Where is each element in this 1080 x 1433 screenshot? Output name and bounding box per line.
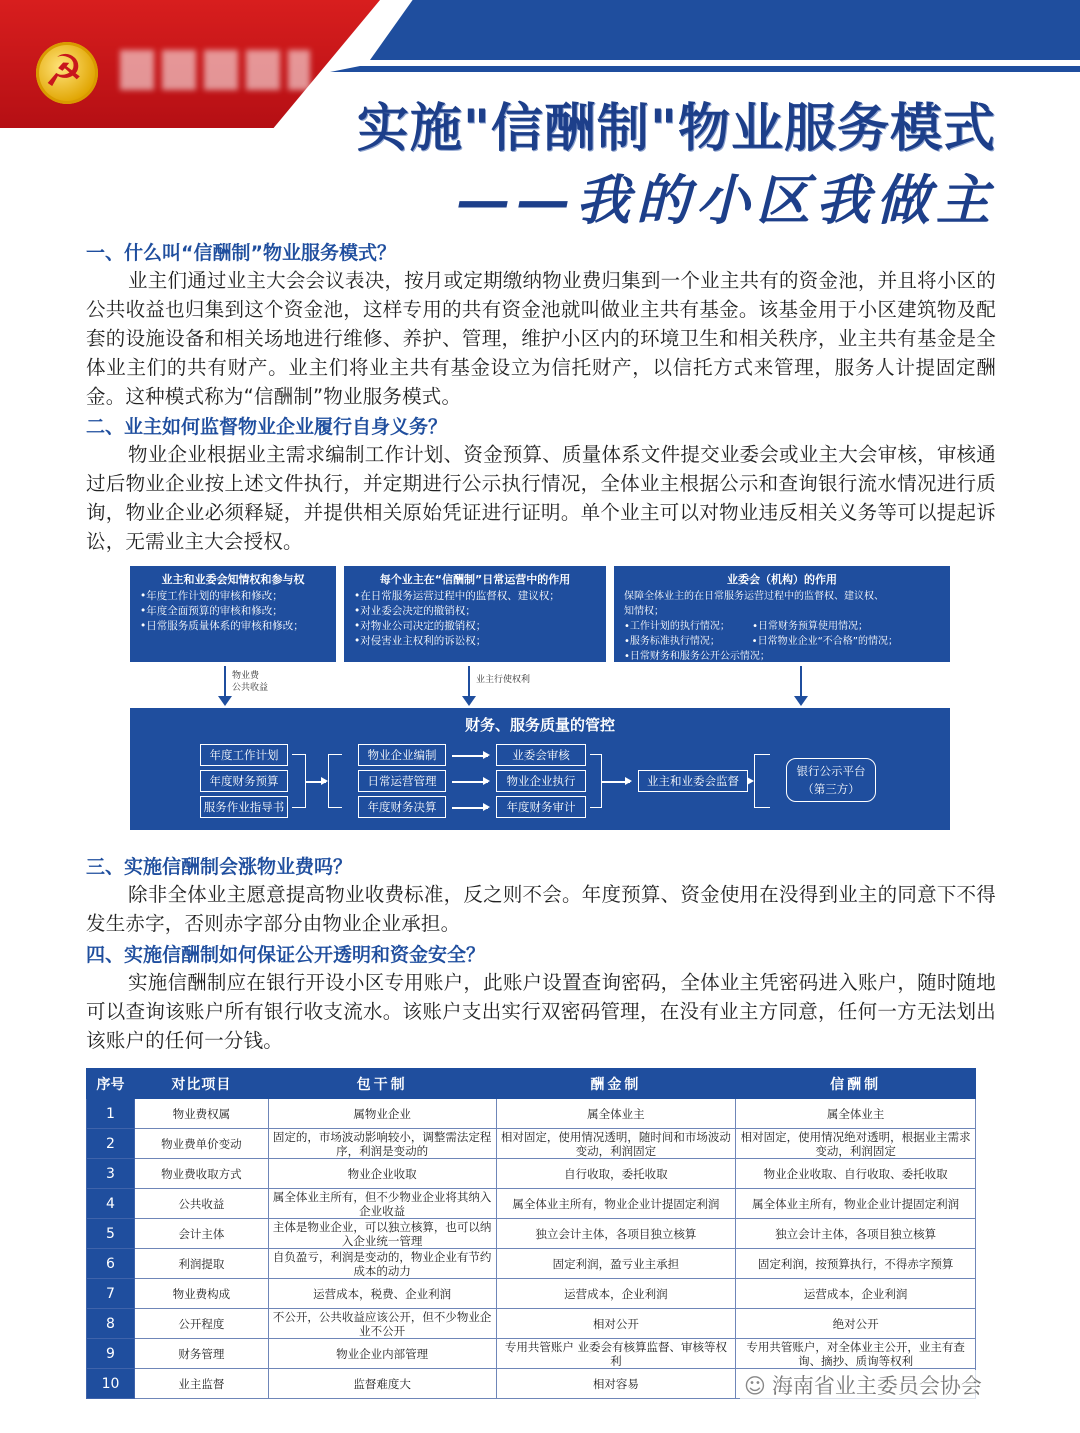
- table-cell: 固定利润，盈亏业主承担: [496, 1249, 736, 1279]
- table-cell: 属全体业主所有，但不少物业企业将其纳入企业收益: [268, 1189, 496, 1219]
- table-cell: 运营成本，税费、企业利润: [268, 1279, 496, 1309]
- party-emblem-icon: [36, 42, 98, 104]
- arrow-label-line: 物业费: [232, 671, 260, 681]
- table-cell: 运营成本，企业利润: [736, 1279, 976, 1309]
- table-row: [87, 1159, 976, 1189]
- table-cell: 8: [87, 1309, 135, 1339]
- arrow-right-icon: [452, 807, 488, 809]
- table-cell: 独立会计主体，各项目独立核算: [496, 1219, 736, 1249]
- section-text: 实施信酬制应在银行开设小区专用账户，此账户设置查询密码，全体业主凭密码进入账户，随时随地可以查询该账户所有银行收支流水。该账户支出实行双密码管理，在没有业主方同意，任何一方无法划出该账户的任何一分钱。: [86, 971, 996, 1052]
- flow-box-owner-role: [344, 566, 606, 662]
- section-heading: 三、实施信酬制会涨物业费吗？: [86, 856, 353, 878]
- table-cell: 4: [87, 1189, 135, 1219]
- arrow-label: [232, 670, 268, 694]
- arrow-down-icon: [224, 666, 226, 698]
- section-heading: 二、业主如何监督物业企业履行自身义务？: [86, 416, 448, 438]
- blue-stripe: [330, 66, 1080, 72]
- bracket-connector: [328, 754, 342, 808]
- node-line: （第三方）: [802, 782, 860, 796]
- table-cell: 10: [87, 1369, 135, 1399]
- arrow-right-icon: [306, 781, 326, 783]
- table-cell: 绝对公开: [736, 1309, 976, 1339]
- flow-box-item: •对物业公司决定的撤销权；: [354, 620, 487, 632]
- table-cell: 3: [87, 1159, 135, 1189]
- table-cell: 6: [87, 1249, 135, 1279]
- arrow-right-icon: [452, 755, 488, 757]
- flow-box-item: 知情权；: [624, 606, 664, 617]
- table-cell: 属全体业主: [496, 1099, 736, 1129]
- table-cell: 运营成本，企业利润: [496, 1279, 736, 1309]
- table-cell: 9: [87, 1339, 135, 1369]
- flow-box-item: •年度全面预算的审核和修改；: [140, 605, 283, 617]
- flow-node: 年度工作计划: [200, 744, 288, 766]
- section-heading: 一、什么叫“信酬制”物业服务模式？: [86, 242, 396, 264]
- flow-box-title: 业主和业委会知情权和参与权: [161, 573, 305, 586]
- blue-banner: [370, 0, 1080, 60]
- table-cell: 物业企业内部管理: [268, 1339, 496, 1369]
- table-cell: 5: [87, 1219, 135, 1249]
- comparison-table: [86, 1068, 976, 1399]
- col-header: 信酬制: [736, 1069, 976, 1099]
- section-1: [86, 240, 996, 411]
- table-cell: 固定利润，按预算执行，不得赤字预算: [736, 1249, 976, 1279]
- section-text: 物业企业根据业主需求编制工作计划、资金预算、质量体系文件提交业委会或业主大会审核，审核通过后物业企业按上述文件执行，并定期进行公示执行情况，全体业主根据公示和查询银行流水情况进行质询，物业企业必须释疑，并提供相关原始凭证进行证明。单个业主可以对物业违反相关义务等可以提起诉讼，无需业主大会授权。: [86, 443, 996, 553]
- flow-box-owner-rights: [130, 566, 336, 662]
- flow-node: 日常运营管理: [358, 770, 446, 792]
- flow-node: 年度财务决算: [358, 796, 446, 818]
- table-cell: 业主监督: [134, 1369, 268, 1399]
- wechat-icon: ☺: [744, 1374, 766, 1398]
- table-row: [87, 1309, 976, 1339]
- watermark: [740, 1370, 986, 1400]
- flow-box-item: •日常服务质量体系的审核和修改；: [140, 620, 304, 632]
- flow-box-title: 业委会（机构）的作用: [727, 573, 837, 586]
- section-text: 除非全体业主愿意提高物业收费标准，反之则不会。年度预算、资金使用在没得到业主的同意下不得发生赤字，否则赤字部分由物业企业承担。: [86, 883, 996, 935]
- table-cell: 相对固定，使用情况绝对透明，根据业主需求变动，利润固定: [736, 1129, 976, 1159]
- section-heading: 四、实施信酬制如何保证公开透明和资金安全？: [86, 944, 486, 966]
- flow-box-item: 保障全体业主的在日常服务运营过程中的监督权、建议权、: [624, 591, 884, 602]
- table-cell: 属全体业主所有，物业企业计提固定利润: [736, 1189, 976, 1219]
- table-cell: 监督难度大: [268, 1369, 496, 1399]
- table-cell: 独立会计主体，各项目独立核算: [736, 1219, 976, 1249]
- flow-node: 物业企业执行: [496, 770, 586, 792]
- node-line: 银行公示平台: [796, 764, 866, 778]
- flow-node: 物业企业编制: [358, 744, 446, 766]
- section-2: [86, 414, 996, 556]
- flow-box-title: 每个业主在“信酬制”日常运营中的作用: [379, 573, 571, 586]
- table-cell: 固定的，市场波动影响较小，调整需法定程序，利润是变动的: [268, 1129, 496, 1159]
- section-text: 业主们通过业主大会会议表决，按月或定期缴纳物业费归集到一个业主共有的资金池，并且将小区的公共收益也归集到这个资金池，这样专用的共有资金池就叫做业主共有基金。该基金用于小区建筑物及配套的设施设备和相关场地进行维修、养护、管理，维护小区内的环境卫生和相关秩序，业主共有基金是全体业主们的共有财产。业主们将业主共有基金设立为信托财产，以信托方式来管理，服务人计提固定酬金。这种模式称为“信酬制”物业服务模式。: [86, 269, 996, 408]
- flow-node: 业主和业委会监督: [638, 770, 748, 792]
- arrow-label-line: 公共收益: [232, 683, 269, 693]
- section-3: [86, 854, 996, 938]
- table-cell: 公开程度: [134, 1309, 268, 1339]
- table-row: [87, 1099, 976, 1129]
- arrow-down-icon: [468, 666, 470, 698]
- table-cell: 财务管理: [134, 1339, 268, 1369]
- table-cell: 公共收益: [134, 1189, 268, 1219]
- table-cell: 属物业企业: [268, 1099, 496, 1129]
- flow-box-item: •年度工作计划的审核和修改；: [140, 590, 283, 602]
- table-cell: 利润提取: [134, 1249, 268, 1279]
- table-cell: 物业费权属: [134, 1099, 268, 1129]
- flow-node: 年度财务预算: [200, 770, 288, 792]
- table-cell: 物业企业收取、自行收取、委托收取: [736, 1159, 976, 1189]
- flow-box-item: •日常财务和服务公开公示情况；: [624, 651, 770, 662]
- flow-node: 年度财务审计: [496, 796, 586, 818]
- section-4: [86, 942, 996, 1055]
- col-header: 对比项目: [134, 1069, 268, 1099]
- table-cell: 专用共管账户，对全体业主公开，业主有查询、摘抄、质询等权利: [736, 1339, 976, 1369]
- flow-box-item: •服务标准执行情况； •日常物业企业“不合格”的情况；: [624, 636, 898, 647]
- bracket-connector: [754, 754, 770, 808]
- table-cell: 自负盈亏，利润是变动的，物业企业有节约成本的动力: [268, 1249, 496, 1279]
- flow-box-item: •工作计划的执行情况； •日常财务预算使用情况；: [624, 621, 869, 632]
- flow-box-item: •在日常服务运营过程中的监督权、建议权；: [354, 590, 560, 602]
- table-cell: 物业费构成: [134, 1279, 268, 1309]
- table-cell: 主体是物业企业，可以独立核算，也可以纳入企业统一管理: [268, 1219, 496, 1249]
- col-header: 酬金制: [496, 1069, 736, 1099]
- table-row: [87, 1129, 976, 1159]
- page-title: 实施"信酬制"物业服务模式: [356, 99, 996, 159]
- col-header: 包干制: [268, 1069, 496, 1099]
- arrow-down-icon: [800, 666, 802, 698]
- table-cell: 自行收取，委托收取: [496, 1159, 736, 1189]
- arrow-label: 业主行使权利: [476, 675, 531, 685]
- panel-title: 财务、服务质量的管控: [464, 716, 615, 734]
- bank-platform-node: [786, 758, 876, 802]
- blurred-org-name: [120, 50, 310, 90]
- table-cell: 2: [87, 1129, 135, 1159]
- col-header: 序号: [87, 1069, 135, 1099]
- table-row: [87, 1219, 976, 1249]
- table-cell: 专用共管账户 业委会有核算监督、审核等权利: [496, 1339, 736, 1369]
- table-row: [87, 1249, 976, 1279]
- table-cell: 不公开，公共收益应该公开，但不少物业企业不公开: [268, 1309, 496, 1339]
- table-cell: 相对公开: [496, 1309, 736, 1339]
- table-cell: 物业费单价变动: [134, 1129, 268, 1159]
- table-cell: 相对固定，使用情况透明，随时间和市场波动变动，利润固定: [496, 1129, 736, 1159]
- table-cell: 1: [87, 1099, 135, 1129]
- flow-node: 服务作业指导书: [200, 796, 288, 818]
- watermark-text: 海南省业主委员会协会: [771, 1374, 982, 1398]
- table-header-row: [87, 1069, 976, 1099]
- bracket-connector: [590, 754, 602, 808]
- table-row: [87, 1339, 976, 1369]
- flow-node: 业委会审核: [496, 744, 586, 766]
- table-cell: 属全体业主所有，物业企业计提固定利润: [496, 1189, 736, 1219]
- table-cell: 相对容易: [496, 1369, 736, 1399]
- flow-diagram: [130, 566, 950, 832]
- flow-box-item: •对业委会决定的撤销权；: [354, 605, 476, 617]
- arrow-right-icon: [452, 781, 488, 783]
- table-cell: 7: [87, 1279, 135, 1309]
- bracket-connector: [292, 754, 306, 808]
- control-panel: [130, 708, 950, 830]
- flow-box-item: •对侵害业主权利的诉讼权；: [354, 635, 487, 647]
- table-cell: 会计主体: [134, 1219, 268, 1249]
- arrow-right-icon: [602, 781, 630, 783]
- flow-box-committee-role: [614, 566, 950, 662]
- table-cell: 物业费收取方式: [134, 1159, 268, 1189]
- page-subtitle: ——我的小区我做主: [456, 168, 996, 232]
- table-cell: 物业企业收取: [268, 1159, 496, 1189]
- table-cell: 属全体业主: [736, 1099, 976, 1129]
- table-row: [87, 1189, 976, 1219]
- table-row: [87, 1279, 976, 1309]
